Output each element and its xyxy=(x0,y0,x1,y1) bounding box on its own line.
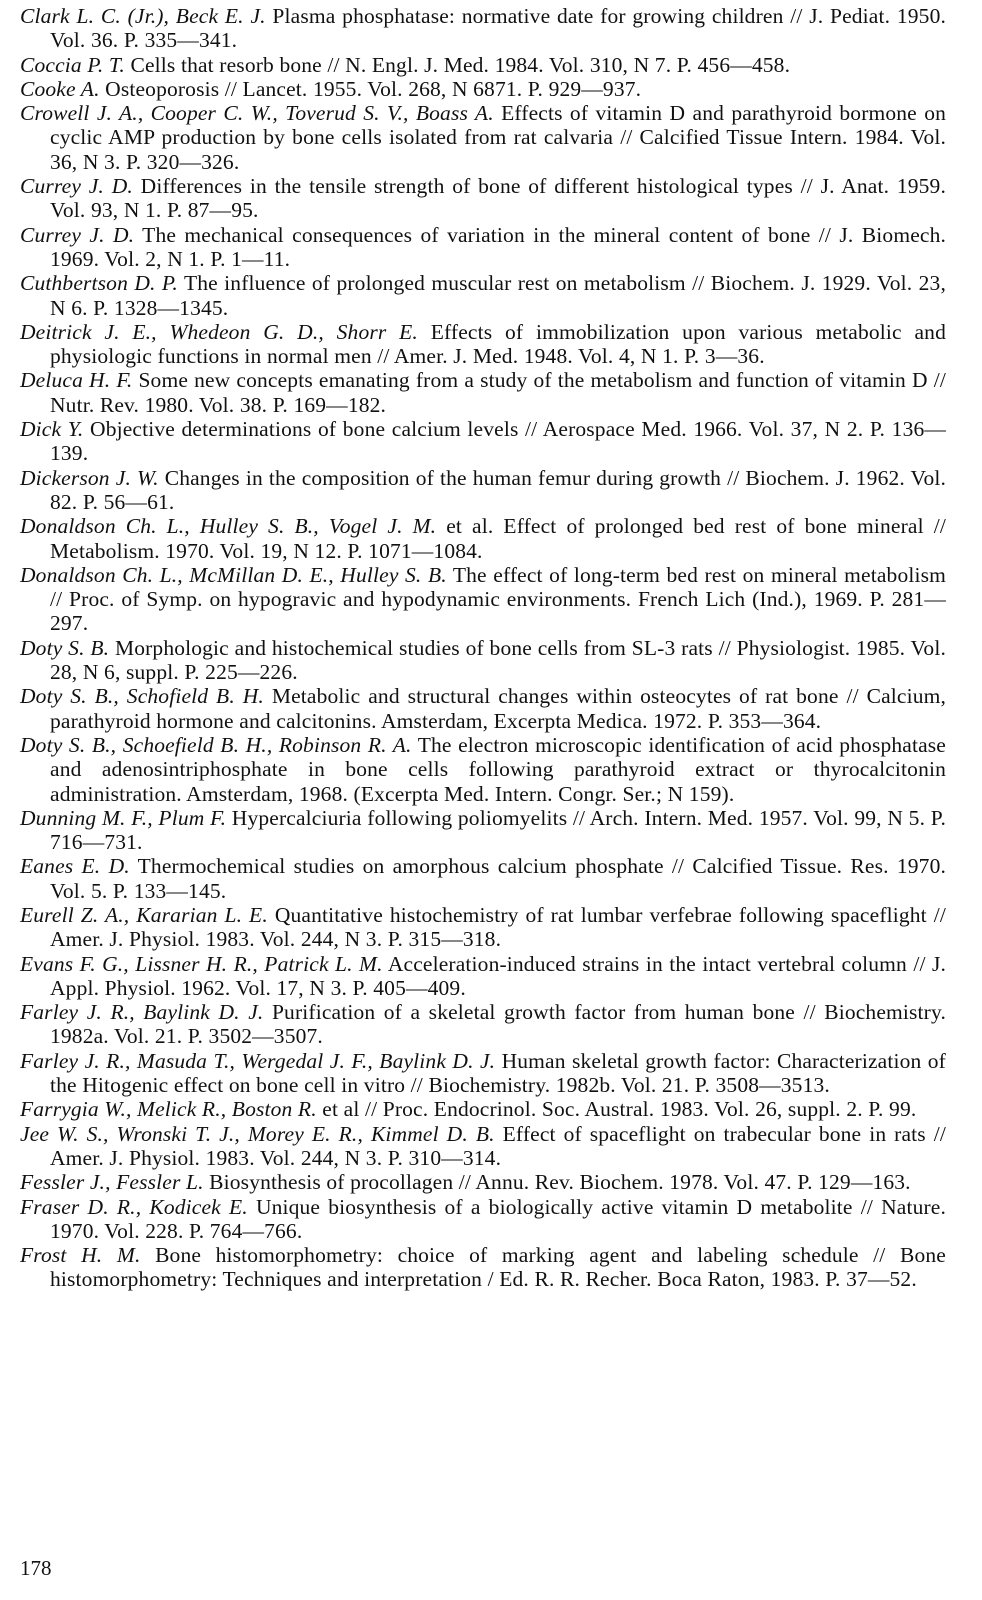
reference-authors: Eurell Z. A., Kararian L. E. xyxy=(20,902,268,927)
reference-item xyxy=(20,466,946,515)
reference-text: Some new concepts emanating from a study of the metabolism and function of vitamin D // Nutr. Rev. 1980. Vol. 38. P. 169—182. xyxy=(50,368,946,417)
reference-text: The electron microscopic identification of acid phosphatase and adenosintriphosphate in bone cells following parathyroid extract or thyrocalcitonin administration. Amsterdam, 1968. (Excerpta Med. Intern. Congr. Ser.; N 159). xyxy=(50,732,946,806)
reference-authors: Cooke A. xyxy=(20,76,100,101)
reference-text: Objective determinations of bone calcium levels // Aerospace Med. 1966. Vol. 37, N 2. P. 136—139. xyxy=(50,417,947,466)
reference-item xyxy=(20,514,946,563)
reference-item xyxy=(20,1195,946,1244)
reference-text: The influence of prolonged muscular rest on metabolism // Biochem. J. 1929. Vol. 23, N 6. P. 1328—1345. xyxy=(50,271,946,320)
reference-item xyxy=(20,174,946,223)
reference-authors: Dick Y. xyxy=(20,417,84,442)
reference-text: Metabolic and structural changes within osteocytes of rat bone // Calcium, parathyroid hormone and calcitonins. Amsterdam, Excerpta Medica. 1972. P. 353—364. xyxy=(50,684,946,733)
reference-text: Osteoporosis // Lancet. 1955. Vol. 268, N 6871. P. 929—937. xyxy=(105,76,642,101)
reference-authors: Eanes E. D. xyxy=(20,854,130,879)
reference-text: Effects of immobilization upon various metabolic and physiologic functions in normal men // Amer. J. Med. 1948. Vol. 4, N 1. P. 3—36. xyxy=(50,319,946,369)
reference-text: Biosynthesis of procollagen // Annu. Rev. Biochem. 1978. Vol. 47. P. 129—163. xyxy=(209,1170,911,1195)
reference-item xyxy=(20,684,946,733)
reference-item xyxy=(20,1243,946,1292)
reference-text: The mechanical consequences of variation in the mineral content of bone // J. Biomech. 1969. Vol. 2, N 1. P. 1—11. xyxy=(50,222,947,271)
reference-item xyxy=(20,320,946,369)
reference-authors: Crowell J. A., Cooper C. W., Toverud S. V., Boass A. xyxy=(20,101,494,126)
reference-authors: Coccia P. T. xyxy=(20,52,125,77)
reference-text: Cells that resorb bone // N. Engl. J. Med. 1984. Vol. 310, N 7. P. 456—458. xyxy=(130,52,791,77)
reference-item xyxy=(20,563,946,636)
page-content xyxy=(20,4,946,1292)
reference-authors: Doty S. B., Schofield B. H. xyxy=(20,684,264,709)
reference-text: Bone histomorphometry: choice of marking agent and labeling schedule // Bone histomorphometry: Techniques and interpretation / Ed. R. R. Recher. Boca Raton, 1983. P. 37—52. xyxy=(50,1243,946,1292)
reference-item xyxy=(20,1097,946,1121)
reference-authors: Deitrick J. E., Whedeon G. D., Shorr E. xyxy=(20,319,418,344)
reference-authors: Dickerson J. W. xyxy=(20,465,159,490)
reference-authors: Evans F. G., Lissner H. R., Patrick L. M. xyxy=(20,951,383,976)
reference-authors: Frost H. M. xyxy=(20,1243,141,1268)
reference-text: Unique biosynthesis of a biologically active vitamin D metabolite // Nature. 1970. Vol. 228. P. 764—766. xyxy=(50,1194,947,1243)
reference-item xyxy=(20,1000,946,1049)
reference-text: Thermochemical studies on amorphous calcium phosphate // Calcified Tissue. Res. 1970. Vol. 5. P. 133—145. xyxy=(50,854,947,903)
reference-authors: Dunning M. F., Plum F. xyxy=(20,805,227,830)
reference-authors: Doty S. B., Schoefield B. H., Robinson R. A. xyxy=(20,732,412,757)
reference-text: Changes in the composition of the human femur during growth // Biochem. J. 1962. Vol. 82. P. 56—61. xyxy=(50,465,947,514)
reference-authors: Farley J. R., Masuda T., Wergedal J. F., Baylink D. J. xyxy=(20,1048,496,1073)
reference-item xyxy=(20,1049,946,1098)
reference-text: The effect of long-term bed rest on mineral metabolism // Proc. of Symp. on hypogravic and hypodynamic environments. French Lich (Ind.), 1969. P. 281—297. xyxy=(50,562,946,636)
page-number: 178 xyxy=(20,1556,52,1580)
reference-item xyxy=(20,53,946,77)
reference-text: Hypercalciuria following poliomyelits // Arch. Intern. Med. 1957. Vol. 99, N 5. P. 716—731. xyxy=(50,805,947,855)
reference-item xyxy=(20,271,946,320)
reference-text: et al. Effect of prolonged bed rest of bone mineral // Metabolism. 1970. Vol. 19, N 12. P. 1071—1084. xyxy=(50,514,946,563)
reference-text: Morphologic and histochemical studies of bone cells from SL-3 rats // Physiologist. 1985. Vol. 28, N 6, suppl. P. 225—226. xyxy=(50,635,946,685)
reference-item xyxy=(20,1122,946,1171)
reference-text: Purification of a skeletal growth factor from human bone // Biochemistry. 1982a. Vol. 21. P. 3502—3507. xyxy=(50,1000,947,1049)
reference-item xyxy=(20,368,946,417)
reference-authors: Donaldson Ch. L., McMillan D. E., Hulley S. B. xyxy=(20,562,447,587)
reference-authors: Fessler J., Fessler L. xyxy=(20,1170,204,1195)
reference-text: Plasma phosphatase: normative date for growing children // J. Pediat. 1950. Vol. 36. P. 335—341. xyxy=(50,4,947,53)
reference-text: Human skeletal growth factor: Characterization of the Hitogenic effect on bone cell in vitro // Biochemistry. 1982b. Vol. 21. P. 3508—3513. xyxy=(50,1048,946,1098)
reference-item xyxy=(20,77,946,101)
reference-text: Quantitative histochemistry of rat lumbar verfebrae following spaceflight // Amer. J. Physiol. 1983. Vol. 244, N 3. P. 315—318. xyxy=(50,902,946,952)
reference-item xyxy=(20,101,946,174)
reference-text: Effect of spaceflight on trabecular bone in rats // Amer. J. Physiol. 1983. Vol. 244, N 3. P. 310—314. xyxy=(50,1121,947,1170)
reference-item xyxy=(20,952,946,1001)
reference-item xyxy=(20,636,946,685)
reference-text: Effects of vitamin D and parathyroid bormone on cyclic AMP production by bone cells isolated from rat calvaria // Calcified Tissue Intern. 1984. Vol. 36, N 3. P. 320—326. xyxy=(50,101,946,174)
reference-item xyxy=(20,1170,946,1194)
reference-authors: Currey J. D. xyxy=(20,222,135,247)
reference-authors: Farley J. R., Baylink D. J. xyxy=(20,1000,264,1025)
reference-authors: Doty S. B. xyxy=(20,635,110,660)
reference-authors: Fraser D. R., Kodicek E. xyxy=(20,1194,248,1219)
reference-item xyxy=(20,903,946,952)
reference-text: Differences in the tensile strength of bone of different histological types // J. Anat. 1959. Vol. 93, N 1. P. 87—95. xyxy=(50,174,946,223)
reference-item xyxy=(20,854,946,903)
reference-item xyxy=(20,4,946,53)
reference-authors: Currey J. D. xyxy=(20,174,133,199)
reference-authors: Donaldson Ch. L., Hulley S. B., Vogel J. M. xyxy=(20,514,437,539)
reference-list xyxy=(20,4,946,1292)
reference-authors: Deluca H. F. xyxy=(20,368,133,393)
reference-text: Acceleration-induced strains in the intact vertebral column // J. Appl. Physiol. 1962. Vol. 17, N 3. P. 405—409. xyxy=(50,951,946,1000)
reference-item xyxy=(20,733,946,806)
reference-item xyxy=(20,806,946,855)
reference-authors: Farrygia W., Melick R., Boston R. xyxy=(20,1097,317,1122)
reference-authors: Cuthbertson D. P. xyxy=(20,271,178,296)
reference-authors: Clark L. C. (Jr.), Beck E. J. xyxy=(20,4,266,28)
reference-authors: Jee W. S., Wronski T. J., Morey E. R., Kimmel D. B. xyxy=(20,1121,495,1146)
reference-item xyxy=(20,417,946,466)
reference-item xyxy=(20,223,946,272)
reference-text: et al // Proc. Endocrinol. Soc. Austral. 1983. Vol. 26, suppl. 2. P. 99. xyxy=(322,1097,917,1122)
